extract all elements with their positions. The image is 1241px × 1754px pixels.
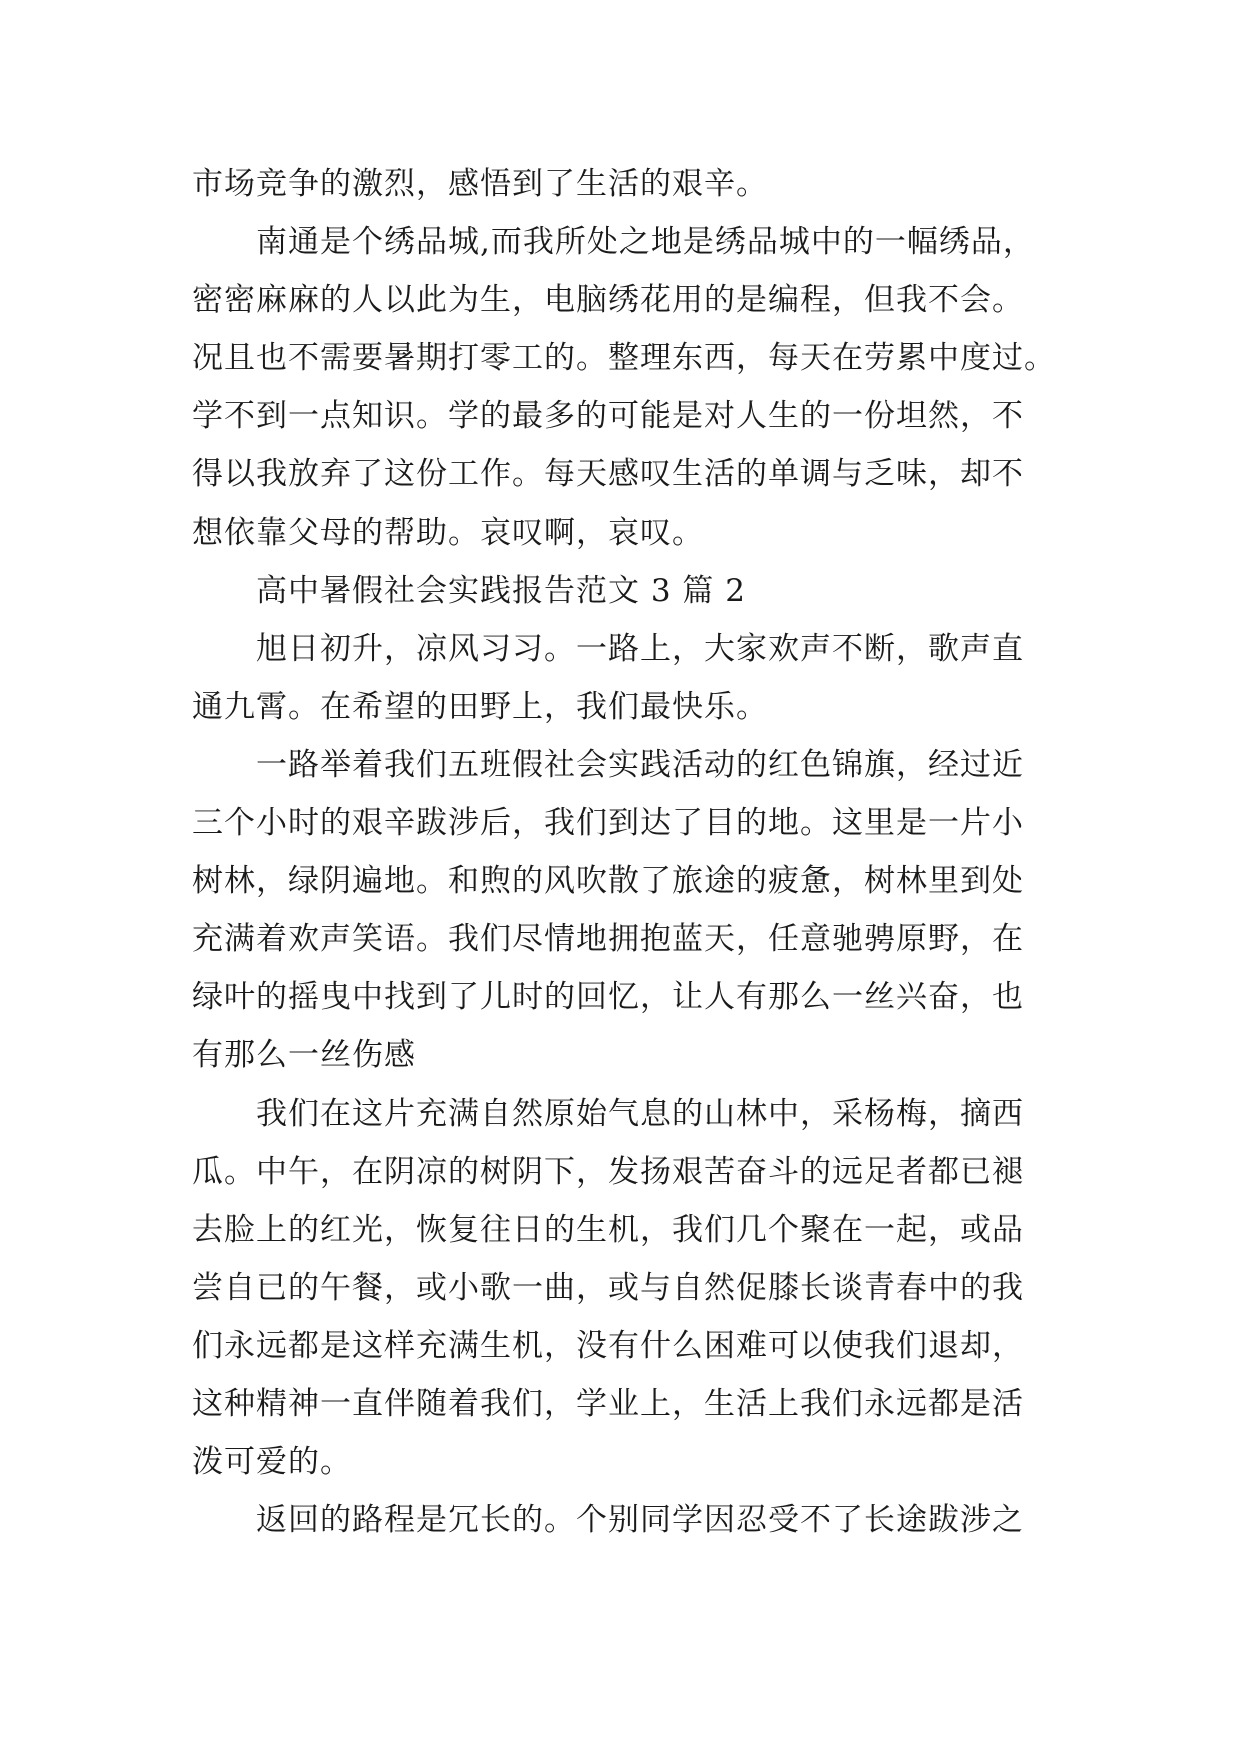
text-line: 树林，绿阴遍地。和煦的风吹散了旅途的疲惫，树林里到处 — [192, 863, 1024, 900]
text-line: 绿叶的摇曳中找到了儿时的回忆，让人有那么一丝兴奋，也 — [192, 979, 1024, 1016]
text-line: 一路举着我们五班假社会实践活动的红色锦旗，经过近 — [256, 746, 1024, 783]
text-line: 泼可爱的。 — [192, 1444, 352, 1481]
text-line: 学不到一点知识。学的最多的可能是对人生的一份坦然，不 — [192, 398, 1024, 435]
text-line: 三个小时的艰辛跋涉后，我们到达了目的地。这里是一片小 — [192, 805, 1024, 842]
text-line: 市场竞争的激烈，感悟到了生活的艰辛。 — [192, 166, 768, 202]
text-line: 通九霄。在希望的田野上，我们最快乐。 — [192, 688, 768, 725]
text-line: 密密麻麻的人以此为生，电脑绣花用的是编程，但我不会。 — [192, 282, 1024, 319]
text-line: 瓜。中午，在阴凉的树阴下，发扬艰苦奋斗的远足者都已褪 — [192, 1153, 1024, 1190]
text-line: 有那么一丝伤感 — [192, 1037, 416, 1074]
text-line: 这种精神一直伴随着我们，学业上，生活上我们永远都是活 — [192, 1385, 1024, 1422]
text-line: 旭日初升，凉风习习。一路上，大家欢声不断，歌声直 — [256, 630, 1024, 667]
text-line: 返回的路程是冗长的。个别同学因忍受不了长途跋涉之 — [256, 1502, 1024, 1539]
text-line: 充满着欢声笑语。我们尽情地拥抱蓝天，任意驰骋原野，在 — [192, 921, 1024, 958]
text-line: 我们在这片充满自然原始气息的山林中，采杨梅，摘西 — [256, 1095, 1024, 1132]
text-line: 们永远都是这样充满生机，没有什么困难可以使我们退却， — [192, 1327, 1024, 1364]
text-line: 尝自已的午餐，或小歌一曲，或与自然促膝长谈青春中的我 — [192, 1269, 1024, 1306]
text-line: 想依靠父母的帮助。哀叹啊，哀叹。 — [192, 514, 704, 551]
text-line: 得以我放弃了这份工作。每天感叹生活的单调与乏味，却不 — [192, 456, 1024, 493]
text-line: 南通是个绣品城,而我所处之地是绣品城中的一幅绣品， — [256, 224, 1035, 261]
body-text — [192, 155, 1072, 1549]
text-line: 况且也不需要暑期打零工的。整理东西，每天在劳累中度过。 — [192, 340, 1056, 377]
text-line: 去脸上的红光，恢复往日的生机，我们几个聚在一起，或品 — [192, 1211, 1024, 1248]
section-heading: 高中暑假社会实践报告范文 3 篇 2 — [256, 572, 747, 609]
